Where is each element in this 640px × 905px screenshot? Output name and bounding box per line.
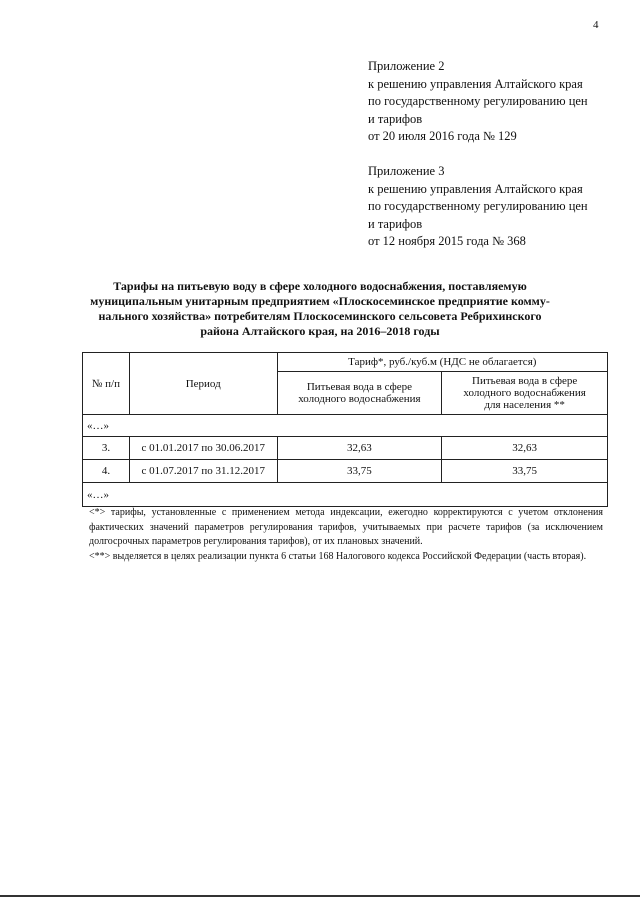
ellipsis-row: «…» (83, 415, 608, 437)
header-drinking-water-population: Питьевая вода в сфере холодного водоснабжения для населения ** (442, 372, 608, 415)
appendix-2-line: и тарифов (368, 111, 423, 126)
row-tariff: 32,63 (277, 437, 442, 460)
table-row (83, 437, 608, 460)
appendix-3-line: от 12 ноября 2015 года № 368 (368, 234, 526, 248)
table-row (83, 460, 608, 483)
appendix-3-line: к решению управления Алтайского края (368, 181, 583, 196)
footnote-1: <*> тарифы, установленные с применением метода индексации, ежегодно корректируются с учетом отклонения фактических значений параметров регулирования тарифов, учитываемых при расчете тарифов (за исключением долгосрочных параметров регулирования тарифов), от их плановых значений. (89, 507, 603, 547)
title-line: района Алтайского края, на 2016–2018 годы (200, 324, 440, 338)
title-line: Тарифы на питьевую воду в сфере холодного водоснабжения, поставляемую (113, 279, 527, 293)
appendix-3-line: по государственному регулированию цен (368, 199, 588, 213)
scan-edge-line (0, 895, 640, 897)
header-number: № п/п (83, 353, 130, 415)
appendix-2-line: от 20 июля 2016 года № 129 (368, 129, 517, 143)
appendix-3-line: и тарифов (368, 216, 423, 231)
title-line: муниципальным унитарным предприятием «Плоскосеминское предприятие комму- (90, 294, 550, 308)
appendix-2-line: Приложение 2 (368, 59, 445, 73)
row-period: с 01.07.2017 по 31.12.2017 (129, 460, 277, 483)
header-tariff: Тариф*, руб./куб.м (НДС не облагается) (277, 353, 607, 372)
row-tariff: 33,75 (277, 460, 442, 483)
appendix-2-line: по государственному регулированию цен (368, 94, 588, 108)
ellipsis-row: «…» (83, 483, 608, 507)
footnote-2: <**> выделяется в целях реализации пункта 6 статьи 168 Налогового кодекса Российской Федерации (часть вторая). (89, 550, 587, 562)
header-period: Период (129, 353, 277, 415)
row-period: с 01.01.2017 по 30.06.2017 (129, 437, 277, 460)
row-tariff-population: 32,63 (442, 437, 608, 460)
title-line: нального хозяйства» потребителям Плоскосеминского сельсовета Ребрихинского (98, 309, 542, 323)
row-number: 3. (83, 437, 130, 460)
row-tariff-population: 33,75 (442, 460, 608, 483)
header-drinking-water: Питьевая вода в сфере холодного водоснабжения (277, 372, 442, 415)
page-number: 4 (593, 19, 599, 31)
row-number: 4. (83, 460, 130, 483)
document-title (80, 279, 560, 339)
appendix-2-header (368, 58, 588, 146)
appendix-2-line: к решению управления Алтайского края (368, 76, 583, 91)
footnotes (89, 506, 603, 564)
appendix-3-line: Приложение 3 (368, 164, 445, 178)
appendix-3-header (368, 163, 588, 251)
tariff-table (82, 352, 608, 507)
